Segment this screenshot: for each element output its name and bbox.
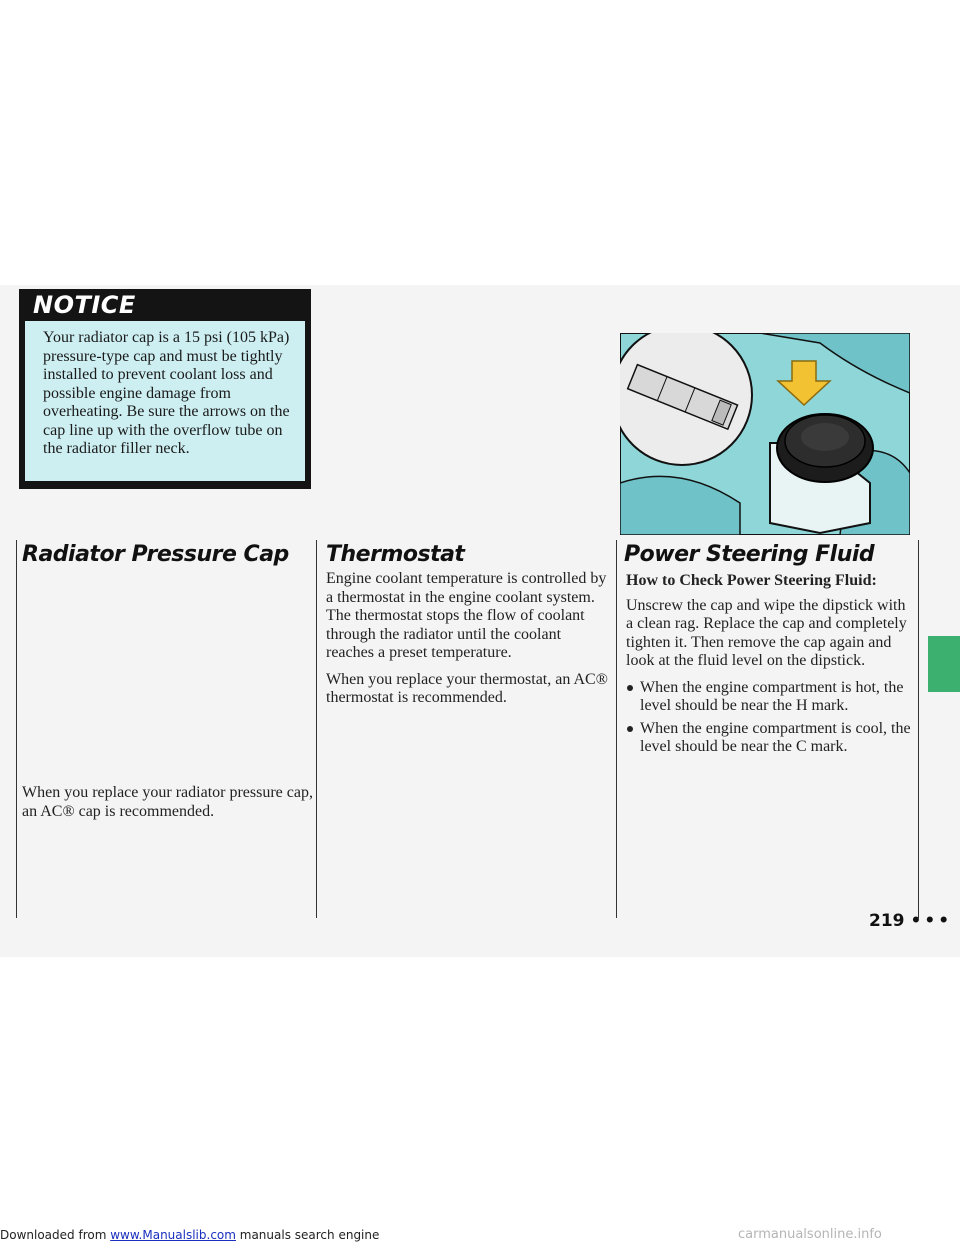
bullet-hot: When the engine compartment is hot, the level should be near the H mark.	[626, 679, 916, 716]
notice-box	[19, 289, 311, 489]
how-to-check-subheading: How to Check Power Steering Fluid:	[626, 572, 877, 589]
notice-text: Your radiator cap is a 15 psi (105 kPa) pressure-type cap and must be tightly installed to prevent coolant loss and possible engine damage from overheating. Be sure the arrows on the cap line up with the overflow tube on the radiator filler neck.	[25, 321, 305, 481]
thermostat-paragraph-2: When you replace your thermostat, an AC® thermostat is recommended.	[326, 670, 608, 706]
thermostat-body	[326, 570, 612, 716]
radiator-paragraph: When you replace your radiator pressure cap, an AC® cap is recommended.	[22, 784, 313, 820]
page-number	[869, 911, 952, 931]
page-number-value: 219	[869, 911, 905, 931]
download-footer	[0, 1228, 379, 1242]
thermostat-heading: Thermostat	[326, 542, 465, 567]
power-steering-fluid-heading: Power Steering Fluid	[624, 542, 875, 567]
manualslib-link[interactable]: www.Manualslib.com	[110, 1228, 236, 1242]
watermark: carmanualsonline.info	[738, 1227, 882, 1242]
column-rule-right	[918, 540, 919, 918]
thermostat-paragraph-1: Engine coolant temperature is controlled by a thermostat in the engine coolant system. The thermostat stops the flow of coolant through the radiator until the coolant reaches a preset temperature.	[326, 570, 607, 661]
bullet-cool: When the engine compartment is cool, the level should be near the C mark.	[626, 720, 916, 757]
radiator-body	[22, 784, 314, 829]
radiator-pressure-cap-heading: Radiator Pressure Cap	[22, 542, 289, 567]
column-rule-left	[16, 540, 17, 918]
footer-suffix: manuals search engine	[235, 1228, 380, 1242]
power-steering-body	[626, 572, 916, 761]
notice-label: NOTICE	[33, 291, 136, 319]
power-steering-paragraph: Unscrew the cap and wipe the dipstick with a clean rag. Replace the cap and completely tighten it. Then remove the cap again and look at the fluid level on the dipstick.	[626, 596, 907, 669]
power-steering-reservoir-illustration	[620, 333, 910, 535]
page-number-dots: •••	[910, 911, 953, 931]
footer-prefix: Downloaded from	[0, 1228, 111, 1242]
fluid-level-list	[626, 679, 916, 757]
column-rule-middle-1	[316, 540, 317, 918]
section-tab	[928, 636, 960, 692]
column-rule-middle-2	[616, 540, 617, 918]
